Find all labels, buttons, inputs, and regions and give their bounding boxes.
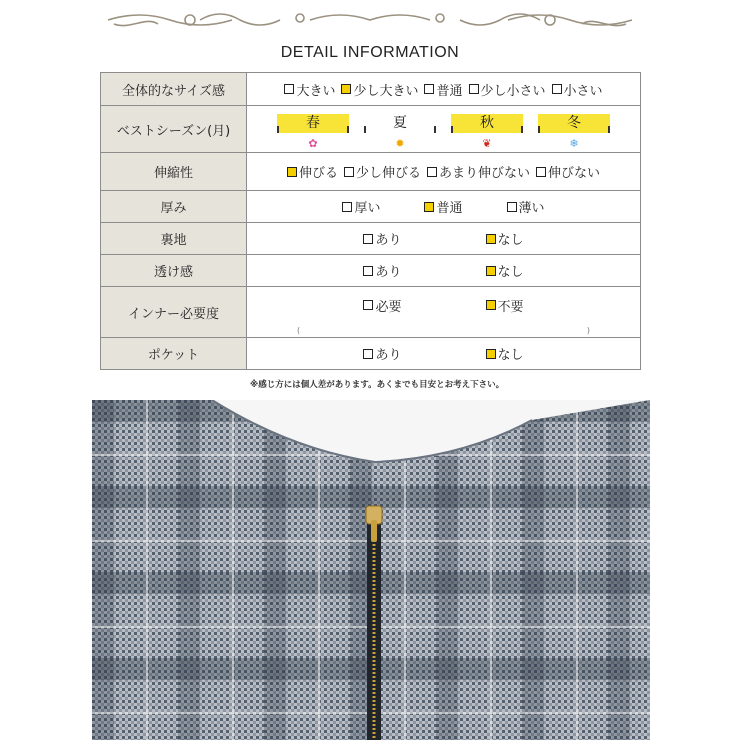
- option-item: [424, 80, 462, 99]
- empty-box-icon: [344, 167, 354, 177]
- option-label: 少し小さい: [480, 83, 546, 99]
- option-label: あり: [375, 265, 402, 280]
- option-item: [363, 344, 401, 363]
- empty-box-icon: [469, 84, 479, 94]
- checked-box-icon: [486, 234, 496, 244]
- empty-box-icon: [507, 202, 517, 212]
- empty-box-icon: [363, 266, 373, 276]
- season-name: 秋: [451, 114, 523, 133]
- option-item: [284, 80, 335, 99]
- checked-box-icon: [341, 84, 351, 94]
- option-group: [247, 229, 640, 248]
- option-label: 伸びない: [548, 166, 601, 181]
- fabric-zipper-image: [92, 400, 650, 740]
- empty-box-icon: [342, 202, 352, 212]
- empty-box-icon: [427, 167, 437, 177]
- paren-marks: ( ): [297, 326, 590, 335]
- option-item: [344, 162, 421, 181]
- option-label: あり: [375, 348, 402, 363]
- option-label: 普通: [436, 201, 463, 216]
- option-label: 大きい: [296, 83, 336, 99]
- option-label: 少し大きい: [353, 83, 419, 99]
- option-label: なし: [497, 348, 524, 363]
- option-label: なし: [497, 265, 524, 280]
- row-label: 透け感: [101, 255, 247, 287]
- option-item: [552, 80, 603, 99]
- checked-box-icon: [287, 167, 297, 177]
- option-item: [507, 197, 545, 216]
- sun-icon: ✹: [395, 137, 405, 150]
- checked-box-icon: [486, 300, 496, 310]
- option-label: 厚い: [354, 201, 381, 216]
- row-label: ポケット: [101, 338, 247, 370]
- season-item: [451, 114, 523, 152]
- empty-box-icon: [363, 349, 373, 359]
- option-item: [363, 229, 401, 248]
- detail-table: [100, 72, 641, 370]
- option-item: [486, 261, 524, 280]
- option-item: [536, 162, 600, 181]
- row-label: インナー必要度: [101, 287, 247, 338]
- option-group: [247, 197, 640, 216]
- season-name: 春: [277, 114, 349, 133]
- table-row: [101, 106, 641, 153]
- snowflake-icon: ❄: [569, 137, 579, 150]
- empty-box-icon: [552, 84, 562, 94]
- option-item: [363, 261, 401, 280]
- row-label: 伸縮性: [101, 153, 247, 191]
- option-item: [287, 162, 338, 181]
- empty-box-icon: [536, 167, 546, 177]
- option-item: [341, 80, 418, 99]
- season-item: [364, 114, 436, 152]
- option-label: なし: [497, 233, 524, 248]
- season-group: [247, 106, 640, 152]
- option-group: [247, 162, 640, 181]
- option-label: 小さい: [563, 83, 603, 99]
- option-label: 不要: [497, 299, 524, 315]
- option-item: [486, 229, 524, 248]
- page-title: DETAIL INFORMATION: [280, 44, 460, 61]
- option-group: [247, 80, 640, 99]
- empty-box-icon: [363, 234, 373, 244]
- option-label: 伸びる: [298, 166, 338, 181]
- option-label: あり: [375, 233, 402, 248]
- season-item: [277, 114, 349, 152]
- season-item: [538, 114, 610, 152]
- option-group: [247, 344, 640, 363]
- table-row: [101, 153, 641, 191]
- option-item: [486, 344, 524, 363]
- row-label: 全体的なサイズ感: [101, 73, 247, 106]
- option-label: 必要: [375, 299, 402, 315]
- option-label: 少し伸びる: [355, 166, 421, 181]
- empty-box-icon: [424, 84, 434, 94]
- disclaimer-note: ※感じ方には個人差があります。あくまでも目安とお考え下さい。: [250, 380, 505, 390]
- row-label: 裏地: [101, 223, 247, 255]
- option-group: [247, 296, 640, 329]
- decorative-ornament-divider: [100, 6, 640, 32]
- option-label: あまり伸びない: [439, 166, 531, 181]
- table-row: [101, 223, 641, 255]
- option-label: 薄い: [518, 201, 545, 216]
- table-row: [101, 338, 641, 370]
- maple-leaf-icon: ❦: [482, 137, 492, 150]
- season-name: 冬: [538, 114, 610, 133]
- checked-box-icon: [486, 266, 496, 276]
- season-name: 夏: [364, 114, 436, 133]
- empty-box-icon: [363, 300, 373, 310]
- row-label: ベストシーズン(月): [101, 106, 247, 153]
- option-item: [424, 197, 462, 216]
- option-item: [469, 80, 546, 99]
- option-item: [486, 296, 524, 315]
- option-item: [427, 162, 530, 181]
- option-item: [363, 296, 401, 315]
- option-label: 普通: [436, 83, 463, 99]
- empty-box-icon: [284, 84, 294, 94]
- option-group: [247, 261, 640, 280]
- table-row: [101, 73, 641, 106]
- row-label: 厚み: [101, 191, 247, 223]
- table-row: [101, 287, 641, 338]
- table-row: [101, 191, 641, 223]
- option-item: [342, 197, 380, 216]
- checked-box-icon: [486, 349, 496, 359]
- product-photo: [92, 400, 650, 740]
- table-row: [101, 255, 641, 287]
- checked-box-icon: [424, 202, 434, 212]
- flower-icon: ✿: [308, 137, 318, 150]
